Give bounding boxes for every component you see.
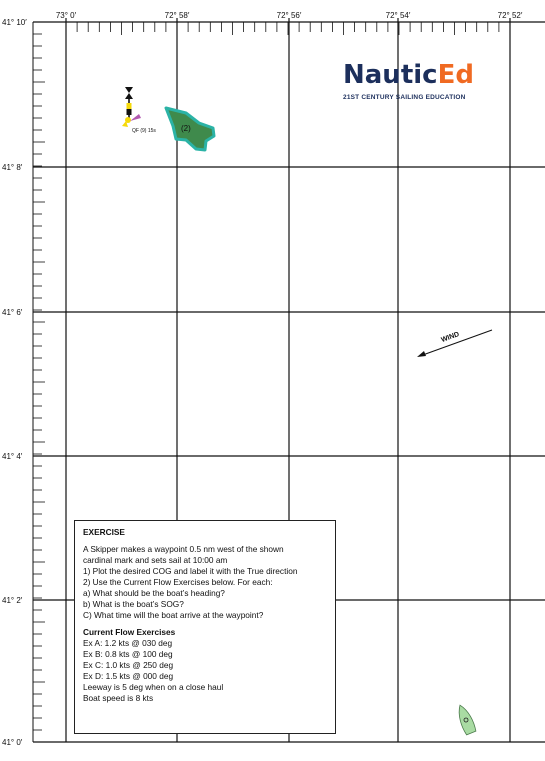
exercise-line: A Skipper makes a waypoint 0.5 nm west of the shown xyxy=(83,544,284,554)
exercise-line: 1) Plot the desired COG and label it with the True direction xyxy=(83,566,298,576)
flow-line: Ex A: 1.2 kts @ 030 deg xyxy=(83,638,173,648)
longitude-label: 72° 58′ xyxy=(164,11,190,20)
latitude-label: 41° 8′ xyxy=(2,163,23,172)
exercise-box xyxy=(74,520,336,734)
flows-title: Current Flow Exercises xyxy=(83,627,176,637)
buoy-light-label: QF (9) 15s xyxy=(132,128,156,134)
latitude-label: 41° 6′ xyxy=(2,308,23,317)
latitude-label: 41° 2′ xyxy=(2,596,23,605)
wind-label: WIND xyxy=(440,331,461,344)
exercise-line: cardinal mark and sets sail at 10:00 am xyxy=(83,555,228,565)
latitude-label: 41° 0′ xyxy=(2,738,23,747)
latitude-label: 41° 4′ xyxy=(2,452,23,461)
longitude-label: 72° 52′ xyxy=(497,11,523,20)
logo-name: NauticEd xyxy=(343,60,474,90)
longitude-label: 72° 54′ xyxy=(385,11,411,20)
nauticed-logo xyxy=(343,60,503,101)
flow-line: Ex D: 1.5 kts @ 000 deg xyxy=(83,671,174,681)
flow-line: Leeway is 5 deg when on a close haul xyxy=(83,682,224,692)
longitude-label: 73° 0′ xyxy=(55,11,77,20)
exercise-line: C) What time will the boat arrive at the waypoint? xyxy=(83,610,264,620)
boat-icon xyxy=(455,703,477,735)
exercise-line: b) What is the boat’s SOG? xyxy=(83,599,184,609)
exercise-line: 2) Use the Current Flow Exercises below. For each: xyxy=(83,577,273,587)
exercise-title: EXERCISE xyxy=(83,527,125,537)
exercise-line: a) What should be the boat’s heading? xyxy=(83,588,225,598)
logo-tagline: 21ST CENTURY SAILING EDUCATION xyxy=(343,94,466,101)
flow-line: Boat speed is 8 kts xyxy=(83,693,154,703)
flow-line: Ex B: 0.8 kts @ 100 deg xyxy=(83,649,173,659)
longitude-label: 72° 56′ xyxy=(276,11,302,20)
flow-line: Ex C: 1.0 kts @ 250 deg xyxy=(83,660,174,670)
latitude-label: 41° 10′ xyxy=(2,18,27,27)
cardinal-mark-icon xyxy=(122,87,141,127)
island-label: (2) xyxy=(181,124,191,133)
